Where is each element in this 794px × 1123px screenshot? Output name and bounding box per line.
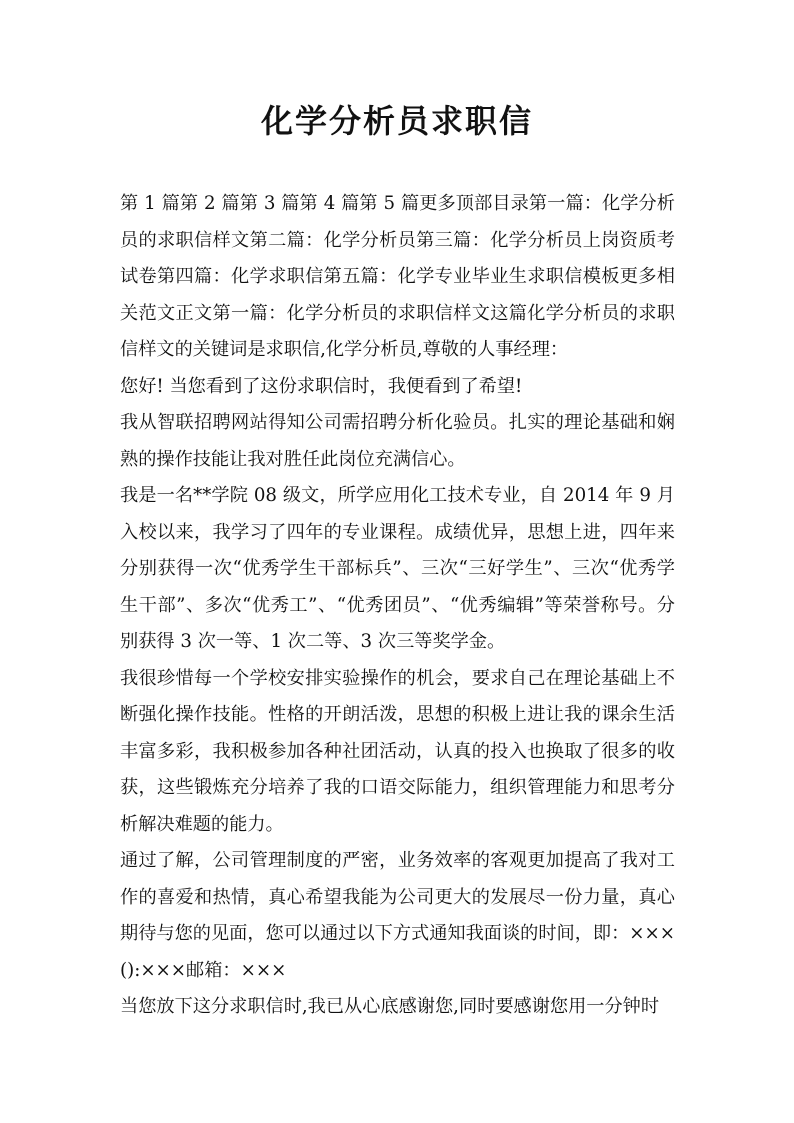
document-body — [120, 186, 675, 1026]
paragraph-contact: 通过了解，公司管理制度的严密，业务效率的客观更加提高了我对工作的喜爱和热情，真心希望我能为公司更大的发展尽一份力量，真心期待与您的见面，您可以通过以下方式通知我面谈的时间，即：×××():×××邮箱：××× — [120, 850, 675, 981]
paragraph-closing: 当您放下这分求职信时,我已从心底感谢您,同时要感谢您用一分钟时 — [120, 996, 660, 1017]
paragraph-experience: 我很珍惜每一个学校安排实验操作的机会，要求自己在理论基础上不断强化操作技能。性格的开朗活泼，思想的积极上进让我的课余生活丰富多彩，我积极参加各种社团活动，认真的投入也换取了很多的收获，这些锻炼充分培养了我的口语交际能力，组织管理能力和思考分析解决难题的能力。 — [120, 667, 675, 835]
paragraph-education: 我是一名**学院 08 级文，所学应用化工技术专业，自 2014 年 9 月入校以来，我学习了四年的专业课程。成绩优异，思想上进，四年来分别获得一次“优秀学生干部标兵”、三次“三好学生”、三次“优秀学生干部”、多次“优秀工”、“优秀团员”、“优秀编辑”等荣誉称号。分别获得 3 次一等、1 次二等、3 次三等奖学金。 — [120, 485, 675, 652]
document-title: 化学分析员求职信 — [260, 102, 533, 140]
paragraph-job-source: 我从智联招聘网站得知公司需招聘分析化验员。扎实的理论基础和娴熟的操作技能让我对胜任此岗位充满信心。 — [120, 412, 675, 470]
paragraph-greeting: 您好! 当您看到了这份求职信时，我便看到了希望! — [120, 375, 523, 397]
paragraph-table-of-contents: 第 1 篇第 2 篇第 3 篇第 4 篇第 5 篇更多顶部目录第一篇：化学分析员的求职信样文第二篇：化学分析员第三篇：化学分析员上岗资质考试卷第四篇：化学求职信第五篇：化学专业毕业生求职信模板更多相关范文正文第一篇：化学分析员的求职信样文这篇化学分析员的求职信样文的关键词是求职信,化学分析员,尊敬的人事经理： — [120, 193, 675, 360]
